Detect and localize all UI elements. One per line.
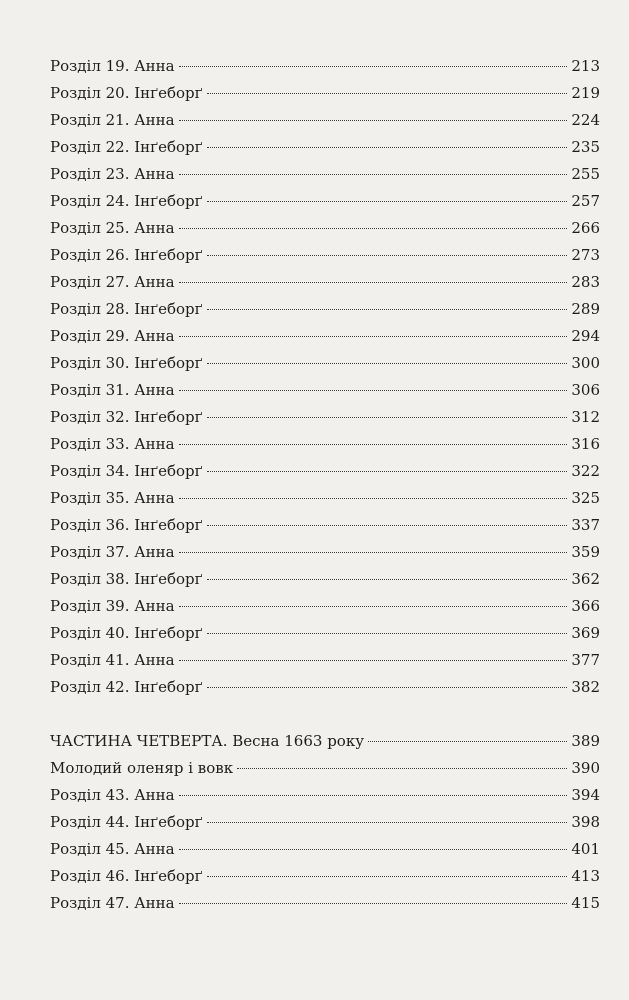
dot-leader (179, 849, 568, 850)
toc-entry-page: 273 (571, 246, 600, 264)
toc-entry-chapter-46[interactable] (50, 863, 600, 890)
toc-entry-chapter-22[interactable] (50, 134, 600, 161)
toc-entry-title: Розділ 23. Анна (50, 165, 175, 183)
toc-entry-chapter-29[interactable] (50, 323, 600, 350)
dot-leader (179, 282, 568, 283)
toc-entry-title: Розділ 41. Анна (50, 651, 175, 669)
dot-leader (207, 687, 568, 688)
toc-entry-chapter-27[interactable] (50, 269, 600, 296)
toc-entry-chapter-37[interactable] (50, 539, 600, 566)
toc-entry-page: 390 (571, 759, 600, 777)
toc-entry-chapter-43[interactable] (50, 782, 600, 809)
toc-entry-chapter-30[interactable] (50, 350, 600, 377)
dot-leader (179, 444, 568, 445)
toc-entry-page: 322 (571, 462, 600, 480)
dot-leader (179, 228, 568, 229)
dot-leader (207, 147, 568, 148)
toc-entry-chapter-41[interactable] (50, 647, 600, 674)
toc-entry-title: Розділ 24. Інґеборґ (50, 192, 203, 210)
toc-entry-title: Розділ 19. Анна (50, 57, 175, 75)
toc-entry-page: 235 (571, 138, 600, 156)
toc-entry-chapter-47[interactable] (50, 890, 600, 917)
toc-entry-page: 257 (571, 192, 600, 210)
toc-entry-chapter-28[interactable] (50, 296, 600, 323)
toc-entry-page: 219 (571, 84, 600, 102)
dot-leader (237, 768, 567, 769)
toc-entry-page: 366 (571, 597, 600, 615)
dot-leader (179, 660, 568, 661)
dot-leader (179, 390, 568, 391)
toc-entry-title: Розділ 27. Анна (50, 273, 175, 291)
toc-part-page: 389 (571, 732, 600, 750)
toc-entry-title: Розділ 32. Інґеборґ (50, 408, 203, 426)
toc-entry-chapter-34[interactable] (50, 458, 600, 485)
dot-leader (207, 309, 568, 310)
toc-entry-chapter-25[interactable] (50, 215, 600, 242)
toc-entry-chapter-33[interactable] (50, 431, 600, 458)
toc-entry-chapter-42[interactable] (50, 674, 600, 701)
toc-entry-title: Розділ 21. Анна (50, 111, 175, 129)
toc-entry-title: Розділ 30. Інґеборґ (50, 354, 203, 372)
dot-leader (207, 822, 568, 823)
dot-leader (179, 120, 568, 121)
toc-entry-page: 394 (571, 786, 600, 804)
toc-entry-chapter-44[interactable] (50, 809, 600, 836)
toc-entry-page: 369 (571, 624, 600, 642)
toc-entry-chapter-45[interactable] (50, 836, 600, 863)
toc-entry-page: 213 (571, 57, 600, 75)
toc-entry-chapter-23[interactable] (50, 161, 600, 188)
dot-leader (179, 66, 568, 67)
toc-entry-chapter-40[interactable] (50, 620, 600, 647)
toc-part-title: ЧАСТИНА ЧЕТВЕРТА. Весна 1663 року (50, 732, 365, 750)
toc-entry-page: 306 (571, 381, 600, 399)
toc-entry-page: 316 (571, 435, 600, 453)
toc-entry-page: 300 (571, 354, 600, 372)
toc-entry-chapter-31[interactable] (50, 377, 600, 404)
toc-entry-page: 283 (571, 273, 600, 291)
toc-entry-page: 415 (571, 894, 600, 912)
toc-entry-page: 294 (571, 327, 600, 345)
toc-entry-page: 255 (571, 165, 600, 183)
dot-leader (179, 606, 568, 607)
section-gap (50, 701, 600, 728)
dot-leader (207, 579, 568, 580)
toc-entry-title: Розділ 31. Анна (50, 381, 175, 399)
toc-entry-title: Молодий оленяр і вовк (50, 759, 234, 777)
toc-entry-page: 224 (571, 111, 600, 129)
toc-entry-page: 337 (571, 516, 600, 534)
dot-leader (207, 525, 568, 526)
toc-entry-chapter-20[interactable] (50, 80, 600, 107)
dot-leader (179, 903, 568, 904)
toc-entry-chapter-32[interactable] (50, 404, 600, 431)
toc-entry-page: 362 (571, 570, 600, 588)
toc-entry-title: Розділ 43. Анна (50, 786, 175, 804)
toc-entry-title: Розділ 47. Анна (50, 894, 175, 912)
toc-entry-page: 289 (571, 300, 600, 318)
dot-leader (179, 336, 568, 337)
toc-entry-page: 401 (571, 840, 600, 858)
toc-entry-title: Розділ 26. Інґеборґ (50, 246, 203, 264)
toc-entry-page: 359 (571, 543, 600, 561)
dot-leader (207, 633, 568, 634)
toc-entry-page: 312 (571, 408, 600, 426)
toc-entry-title: Розділ 34. Інґеборґ (50, 462, 203, 480)
toc-entry-chapter-36[interactable] (50, 512, 600, 539)
dot-leader (207, 255, 568, 256)
toc-entry-chapter-39[interactable] (50, 593, 600, 620)
toc-entry-title: Розділ 40. Інґеборґ (50, 624, 203, 642)
table-of-contents (50, 53, 600, 917)
toc-part-four[interactable] (50, 728, 600, 755)
toc-entry-title: Розділ 39. Анна (50, 597, 175, 615)
toc-entry-page: 266 (571, 219, 600, 237)
toc-entry-title: Розділ 22. Інґеборґ (50, 138, 203, 156)
toc-entry-title: Розділ 37. Анна (50, 543, 175, 561)
dot-leader (207, 363, 568, 364)
toc-entry-chapter-19[interactable] (50, 53, 600, 80)
dot-leader (207, 471, 568, 472)
toc-entry-title: Розділ 29. Анна (50, 327, 175, 345)
toc-entry-title: Розділ 28. Інґеборґ (50, 300, 203, 318)
toc-entry-chapter-38[interactable] (50, 566, 600, 593)
toc-entry-chapter-26[interactable] (50, 242, 600, 269)
toc-entry-chapter-21[interactable] (50, 107, 600, 134)
toc-entry-prologue[interactable] (50, 755, 600, 782)
dot-leader (207, 417, 568, 418)
toc-entry-title: Розділ 42. Інґеборґ (50, 678, 203, 696)
toc-entry-title: Розділ 46. Інґеборґ (50, 867, 203, 885)
toc-entry-title: Розділ 20. Інґеборґ (50, 84, 203, 102)
toc-entry-chapter-35[interactable] (50, 485, 600, 512)
dot-leader (207, 201, 568, 202)
toc-entry-page: 325 (571, 489, 600, 507)
toc-entry-title: Розділ 35. Анна (50, 489, 175, 507)
toc-entry-title: Розділ 36. Інґеборґ (50, 516, 203, 534)
dot-leader (207, 876, 568, 877)
dot-leader (179, 552, 568, 553)
dot-leader (179, 174, 568, 175)
dot-leader (207, 93, 568, 94)
toc-entry-title: Розділ 45. Анна (50, 840, 175, 858)
toc-entry-chapter-24[interactable] (50, 188, 600, 215)
toc-entry-title: Розділ 44. Інґеборґ (50, 813, 203, 831)
dot-leader (179, 498, 568, 499)
toc-entry-page: 398 (571, 813, 600, 831)
toc-entry-page: 377 (571, 651, 600, 669)
toc-entry-title: Розділ 25. Анна (50, 219, 175, 237)
toc-entry-page: 382 (571, 678, 600, 696)
toc-entry-title: Розділ 33. Анна (50, 435, 175, 453)
toc-entry-page: 413 (571, 867, 600, 885)
dot-leader (368, 741, 567, 742)
dot-leader (179, 795, 568, 796)
toc-entry-title: Розділ 38. Інґеборґ (50, 570, 203, 588)
